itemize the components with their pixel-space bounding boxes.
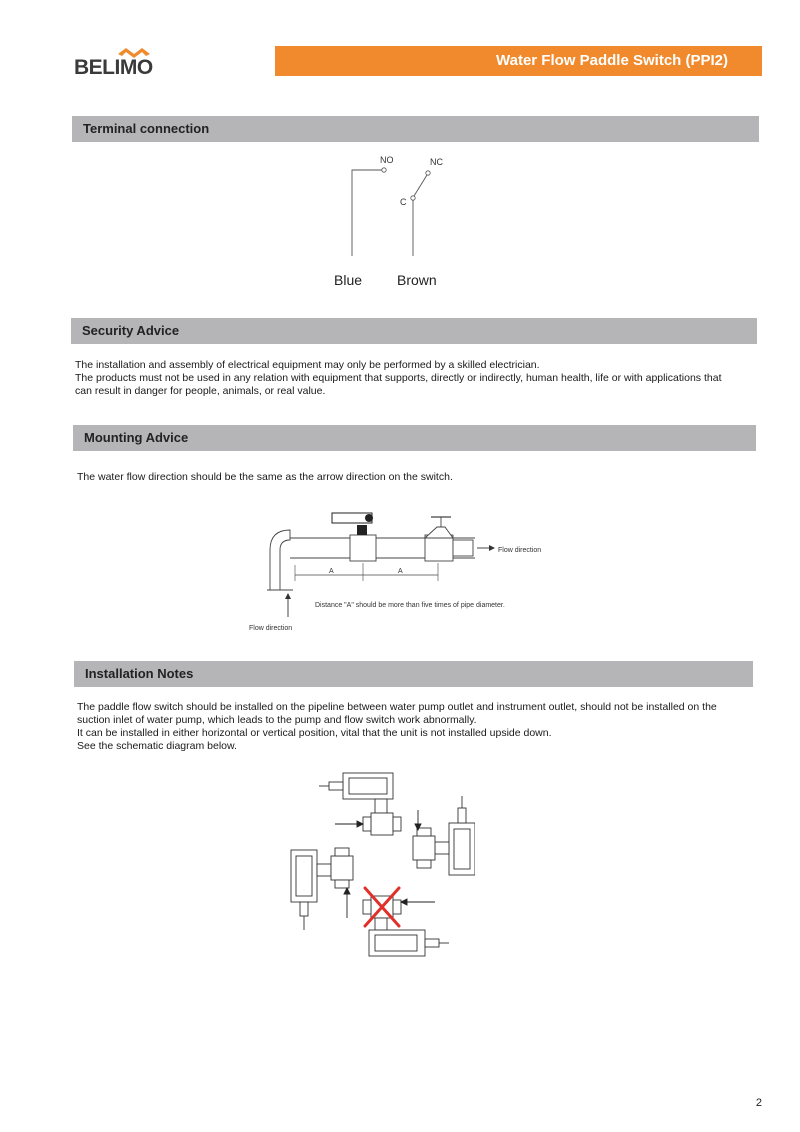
distance-note: Distance "A" should be more than five times of pipe diameter. xyxy=(315,602,505,609)
switch-contact xyxy=(414,175,427,196)
installation-line: It can be installed in either horizontal or vertical position, vital that the unit is not installed upside down. xyxy=(77,727,552,739)
section-heading-installation: Installation Notes xyxy=(74,661,753,687)
valve-bonnet xyxy=(425,527,453,538)
label-nc: NC xyxy=(430,157,443,167)
neck xyxy=(317,864,331,876)
flow-arrow-head-icon xyxy=(357,821,363,827)
label-c: C xyxy=(400,197,407,207)
mounting-diagram xyxy=(245,505,555,635)
installation-line: The paddle flow switch should be installed on the pipeline between water pump outlet and instrument outlet, should not be installed on the xyxy=(77,701,717,713)
label-brown: Brown xyxy=(397,272,437,288)
flow-arrow-head-icon xyxy=(344,888,350,894)
cable-gland xyxy=(425,939,439,947)
valve-body xyxy=(425,535,453,561)
switch-window xyxy=(349,778,387,794)
flow-direction-label-right: Flow direction xyxy=(498,547,542,554)
logo-text: BELIMO xyxy=(74,56,153,79)
tee-end xyxy=(363,900,371,914)
switch-window xyxy=(454,829,470,869)
installation-line: See the schematic diagram below. xyxy=(77,740,237,752)
flow-switch-head xyxy=(365,514,373,522)
cable-gland xyxy=(458,808,466,823)
neck xyxy=(435,842,449,854)
pipe-outlet xyxy=(453,540,473,556)
wire-blue xyxy=(352,170,382,256)
tee-end xyxy=(335,848,349,856)
neck xyxy=(375,799,387,813)
switch-tee xyxy=(350,535,376,561)
tee-end xyxy=(393,817,401,831)
dimension-label-a: A xyxy=(329,568,334,575)
tee xyxy=(371,813,393,835)
tee-end xyxy=(417,828,431,836)
cable-gland xyxy=(329,782,343,790)
section-heading-terminal: Terminal connection xyxy=(72,116,759,142)
flow-switch-neck xyxy=(357,525,367,535)
installation-schematic xyxy=(285,768,475,968)
flow-arrow-head-icon xyxy=(401,899,407,905)
dimension-label-a: A xyxy=(398,568,403,575)
security-line: can result in danger for people, animals, or real value. xyxy=(75,385,326,397)
section-heading-security: Security Advice xyxy=(71,318,757,344)
switch-window xyxy=(296,856,312,896)
neck xyxy=(375,918,387,930)
section-heading-mounting: Mounting Advice xyxy=(73,425,756,451)
tee-end xyxy=(363,817,371,831)
cable-gland xyxy=(300,902,308,916)
tee-end xyxy=(393,900,401,914)
flow-direction-label-bottom: Flow direction xyxy=(249,625,293,632)
installation-text xyxy=(77,701,767,753)
security-text xyxy=(75,359,765,398)
mounting-text: The water flow direction should be the same as the arrow direction on the switch. xyxy=(77,471,453,483)
terminal-wiring-diagram xyxy=(320,148,480,298)
terminal-nc xyxy=(426,171,430,175)
terminal-c xyxy=(411,196,415,200)
elbow-pipe xyxy=(270,530,290,590)
tee-end xyxy=(417,860,431,868)
installation-line: suction inlet of water pump, which leads to the pump and flow switch work abnormally. xyxy=(77,714,477,726)
label-blue: Blue xyxy=(334,272,363,288)
security-line: The products must not be used in any relation with equipment that supports, directly or indirectly, human health, life or with applications that xyxy=(75,372,722,384)
terminal-no xyxy=(382,168,386,172)
document-title: Water Flow Paddle Switch (PPI2) xyxy=(275,46,762,76)
label-no: NO xyxy=(380,155,394,165)
tee-end xyxy=(335,880,349,888)
switch-window xyxy=(375,935,417,951)
tee xyxy=(331,856,353,880)
security-line: The installation and assembly of electrical equipment may only be performed by a skilled electrician. xyxy=(75,359,540,371)
page-number: 2 xyxy=(755,1097,762,1109)
flow-arrow-up-head-icon xyxy=(285,593,291,599)
belimo-logo xyxy=(74,46,156,80)
right-switch-unit xyxy=(413,796,475,875)
flow-arrow-right-head-icon xyxy=(489,545,495,551)
tee xyxy=(413,836,435,860)
left-switch-unit xyxy=(291,848,353,930)
